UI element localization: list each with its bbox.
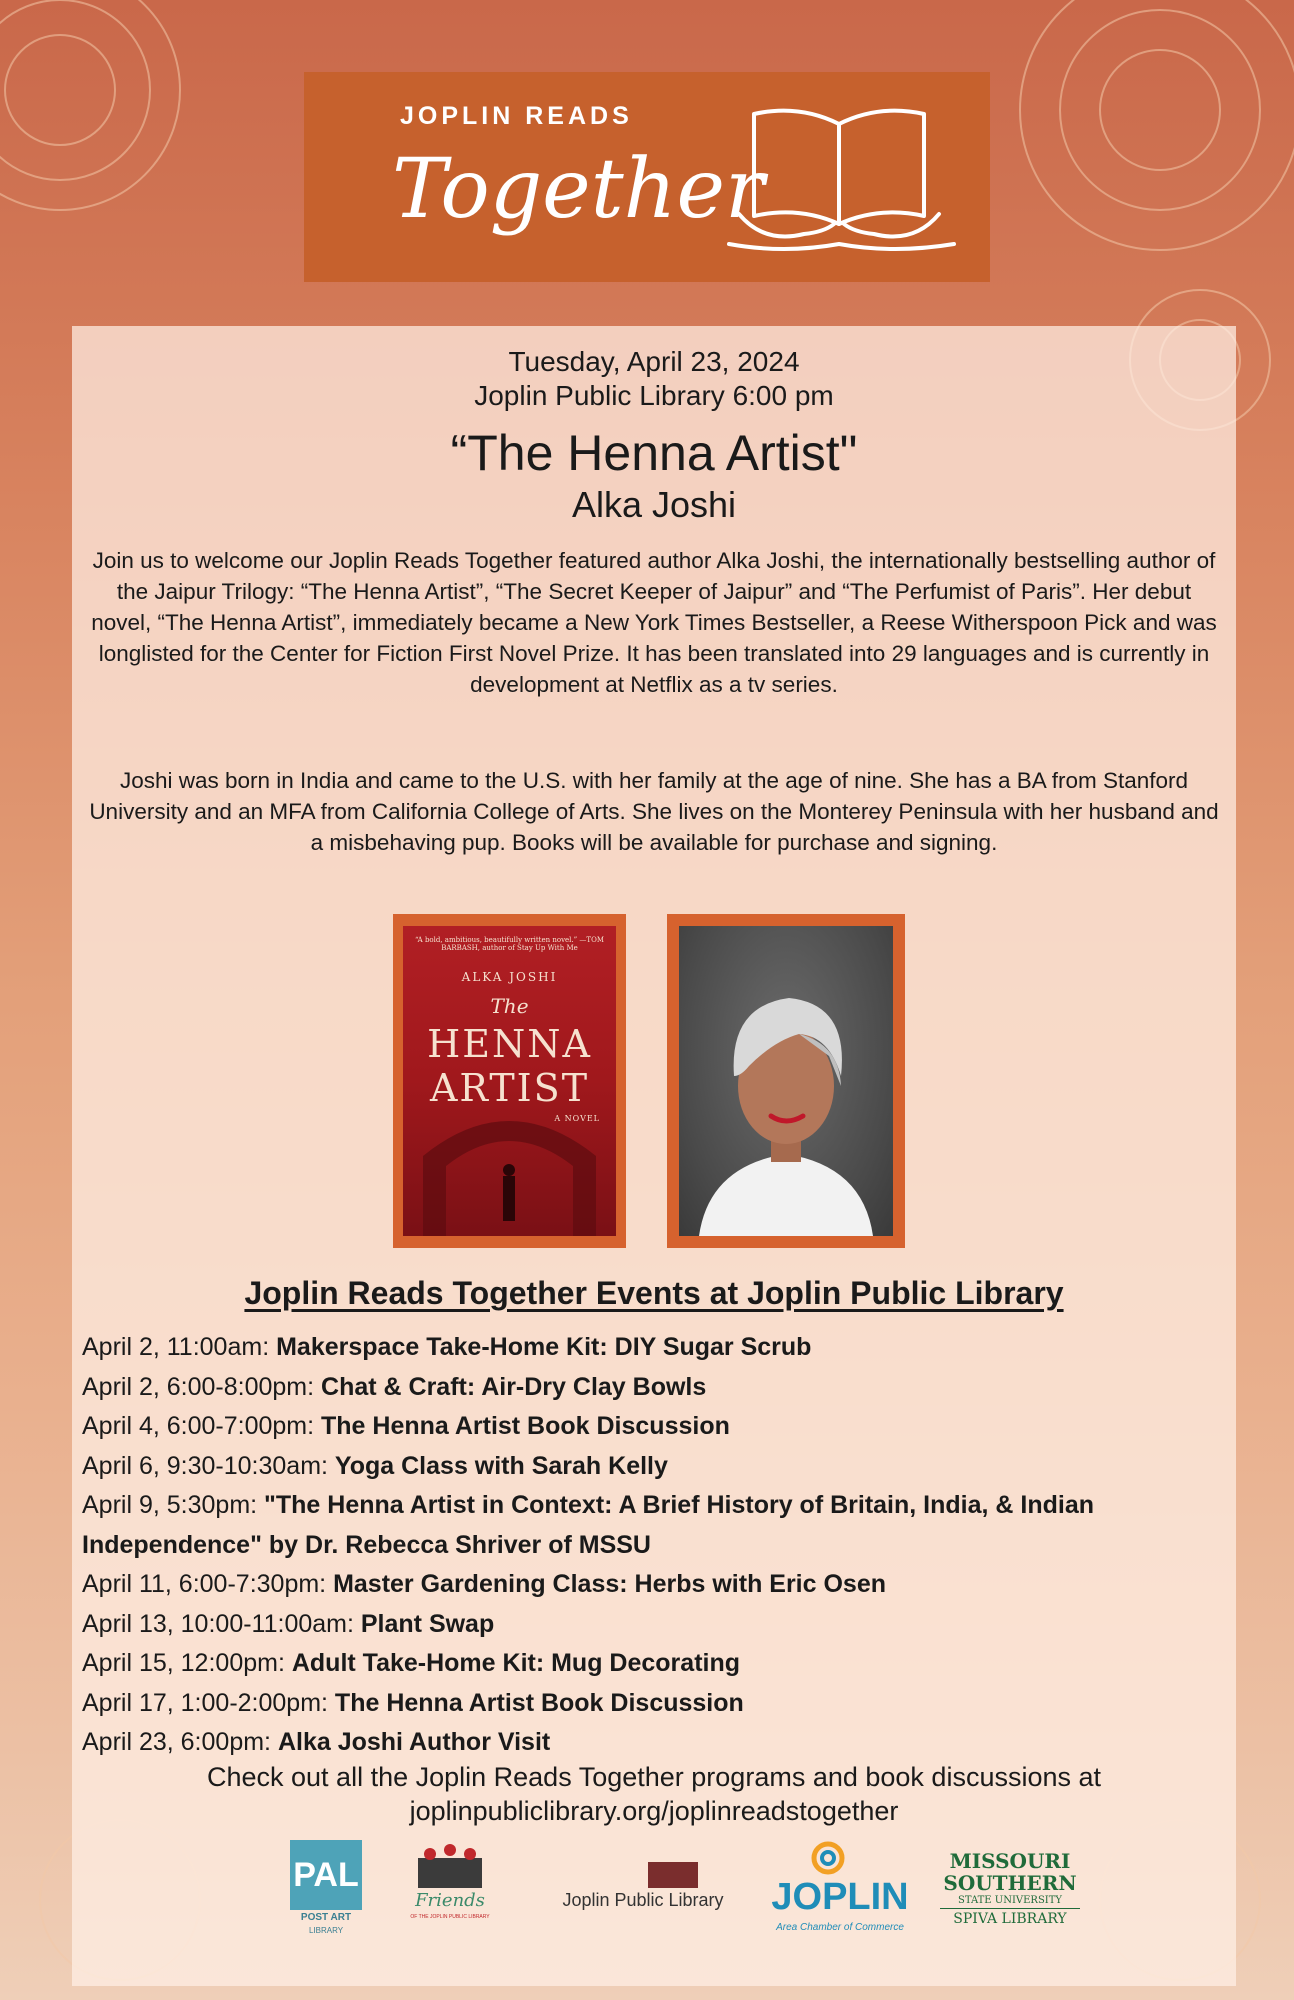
event-item bbox=[82, 1328, 1212, 1368]
event-title: Makerspace Take-Home Kit: DIY Sugar Scrub bbox=[276, 1333, 812, 1361]
book-cover-frame bbox=[393, 914, 626, 1248]
event-title: The Henna Artist Book Discussion bbox=[334, 1688, 744, 1717]
cover-blurb: “A bold, ambitious, beautifully written novel.” —TOM BARBASH, author of Stay Up With Me bbox=[414, 936, 605, 952]
banner-line1: JOPLIN READS bbox=[400, 102, 633, 130]
event-time: April 6, 9:30-10:30am: bbox=[82, 1451, 335, 1480]
author-photo-frame bbox=[667, 914, 905, 1248]
event-time: April 17, 1:00-2:00pm: bbox=[82, 1688, 335, 1717]
cover-title-the: The bbox=[490, 994, 529, 1018]
post-art-caption2: LIBRARY bbox=[308, 1926, 344, 1935]
mssu-line3: STATE UNIVERSITY bbox=[940, 1894, 1080, 1909]
chamber-name: JOPLIN bbox=[771, 1876, 909, 1918]
event-time: April 23, 6:00pm: bbox=[82, 1728, 278, 1756]
event-item bbox=[82, 1684, 1212, 1724]
event-item bbox=[82, 1447, 1212, 1487]
author-photo bbox=[679, 926, 893, 1236]
event-item bbox=[82, 1644, 1212, 1684]
cover-author: ALKA JOSHI bbox=[461, 970, 558, 984]
author-portrait bbox=[679, 926, 893, 1236]
cover-title-henna: HENNA bbox=[427, 1022, 592, 1066]
cover-title-artist: ARTIST bbox=[429, 1066, 590, 1110]
mssu-spiva-library-logo bbox=[940, 1840, 1080, 1940]
event-title: Adult Take-Home Kit: Mug Decorating bbox=[291, 1649, 741, 1677]
jpl-name: Joplin Public Library bbox=[562, 1890, 724, 1910]
event-title: Master Gardening Class: Herbs with Eric Osen bbox=[333, 1570, 887, 1598]
book-title: “The Henna Artist" bbox=[450, 425, 858, 481]
mssu-line1: MISSOURI bbox=[949, 1849, 1071, 1873]
events-heading: Joplin Reads Together Events at Joplin Public Library bbox=[244, 1275, 1064, 1311]
event-time: April 4, 6:00-7:00pm: bbox=[82, 1412, 322, 1440]
post-art-library-logo bbox=[290, 1840, 362, 1940]
post-art-letters: PAL bbox=[290, 1840, 362, 1910]
event-item bbox=[82, 1605, 1212, 1645]
event-item bbox=[82, 1486, 1212, 1565]
event-time: April 15, 12:00pm: bbox=[82, 1649, 292, 1677]
event-item bbox=[82, 1565, 1212, 1605]
events-list bbox=[82, 1328, 1212, 1763]
banner-line2: Together bbox=[392, 142, 765, 237]
open-book-icon bbox=[724, 94, 964, 264]
chamber-caption: Area Chamber of Commerce bbox=[776, 1922, 904, 1933]
event-item bbox=[82, 1723, 1212, 1763]
mssu-line4: SPIVA LIBRARY bbox=[953, 1911, 1067, 1927]
event-time: April 13, 10:00-11:00am: bbox=[82, 1609, 361, 1638]
event-time: April 2, 11:00am: bbox=[82, 1333, 277, 1361]
mssu-line2: SOUTHERN bbox=[943, 1871, 1077, 1895]
joplin-reads-together-banner bbox=[304, 72, 990, 282]
bio-paragraph: Joshi was born in India and came to the U.S. with her family at the age of nine. She has a BA from Stanford University and an MFA from California College of Arts. She lives on the Monterey Peninsula with her husband and a misbehaving pup. Books will be available for purchase and signing. bbox=[89, 768, 1219, 855]
footer-url[interactable]: joplinpubliclibrary.org/joplinreadstogether bbox=[409, 1796, 899, 1826]
event-item bbox=[82, 1368, 1212, 1408]
book-cover bbox=[403, 926, 616, 1236]
event-item bbox=[82, 1407, 1212, 1447]
cover-arch-illustration bbox=[403, 926, 616, 1236]
event-title: Yoga Class with Sarah Kelly bbox=[334, 1451, 668, 1480]
friends-of-library-logo bbox=[408, 1840, 492, 1940]
friends-name: Friends bbox=[415, 1890, 485, 1911]
friends-building-icon bbox=[408, 1840, 492, 1890]
joplin-public-library-logo bbox=[548, 1840, 738, 1940]
event-title: Plant Swap bbox=[360, 1609, 495, 1638]
event-time: April 2, 6:00-8:00pm: bbox=[82, 1372, 322, 1401]
cover-novel-label: A NOVEL bbox=[554, 1114, 600, 1123]
event-title: Chat & Craft: Air-Dry Clay Bowls bbox=[321, 1372, 707, 1401]
event-venue: Joplin Public Library 6:00 pm bbox=[474, 380, 834, 411]
footer-line1: Check out all the Joplin Reads Together programs and book discussions at bbox=[206, 1762, 1102, 1792]
author-name: Alka Joshi bbox=[571, 484, 737, 525]
event-title: "The Henna Artist in Context: A Brief History of Britain, India, & Indian Independence" by Dr. Rebecca Shriver of MSSU bbox=[82, 1491, 1094, 1559]
intro-paragraph: Join us to welcome our Joplin Reads Together featured author Alka Joshi, the internationally bestselling author of the Jaipur Trilogy: “The Henna Artist”, “The Secret Keeper of Jaipur” and “The Perfumist of Paris”. Her debut novel, “The Henna Artist”, immediately became a New York Times Bestseller, a Reese Witherspoon Pick and was longlisted for the Center for Fiction First Novel Prize. It has been translated into 29 languages and is currently in development at Netflix as a tv series. bbox=[91, 548, 1217, 697]
joplin-chamber-logo bbox=[760, 1840, 920, 1940]
event-date: Tuesday, April 23, 2024 bbox=[508, 346, 800, 377]
event-title: Alka Joshi Author Visit bbox=[277, 1728, 551, 1756]
friends-caption: OF THE JOPLIN PUBLIC LIBRARY bbox=[410, 1914, 490, 1920]
event-time: April 11, 6:00-7:30pm: bbox=[82, 1570, 334, 1598]
event-title: The Henna Artist Book Discussion bbox=[321, 1412, 730, 1440]
chamber-swirl-icon bbox=[760, 1840, 920, 1876]
footer-note bbox=[72, 1760, 1236, 1828]
library-building-icon bbox=[548, 1840, 738, 1890]
post-art-caption: POST ART bbox=[300, 1912, 352, 1923]
event-time: April 9, 5:30pm: bbox=[82, 1491, 265, 1519]
